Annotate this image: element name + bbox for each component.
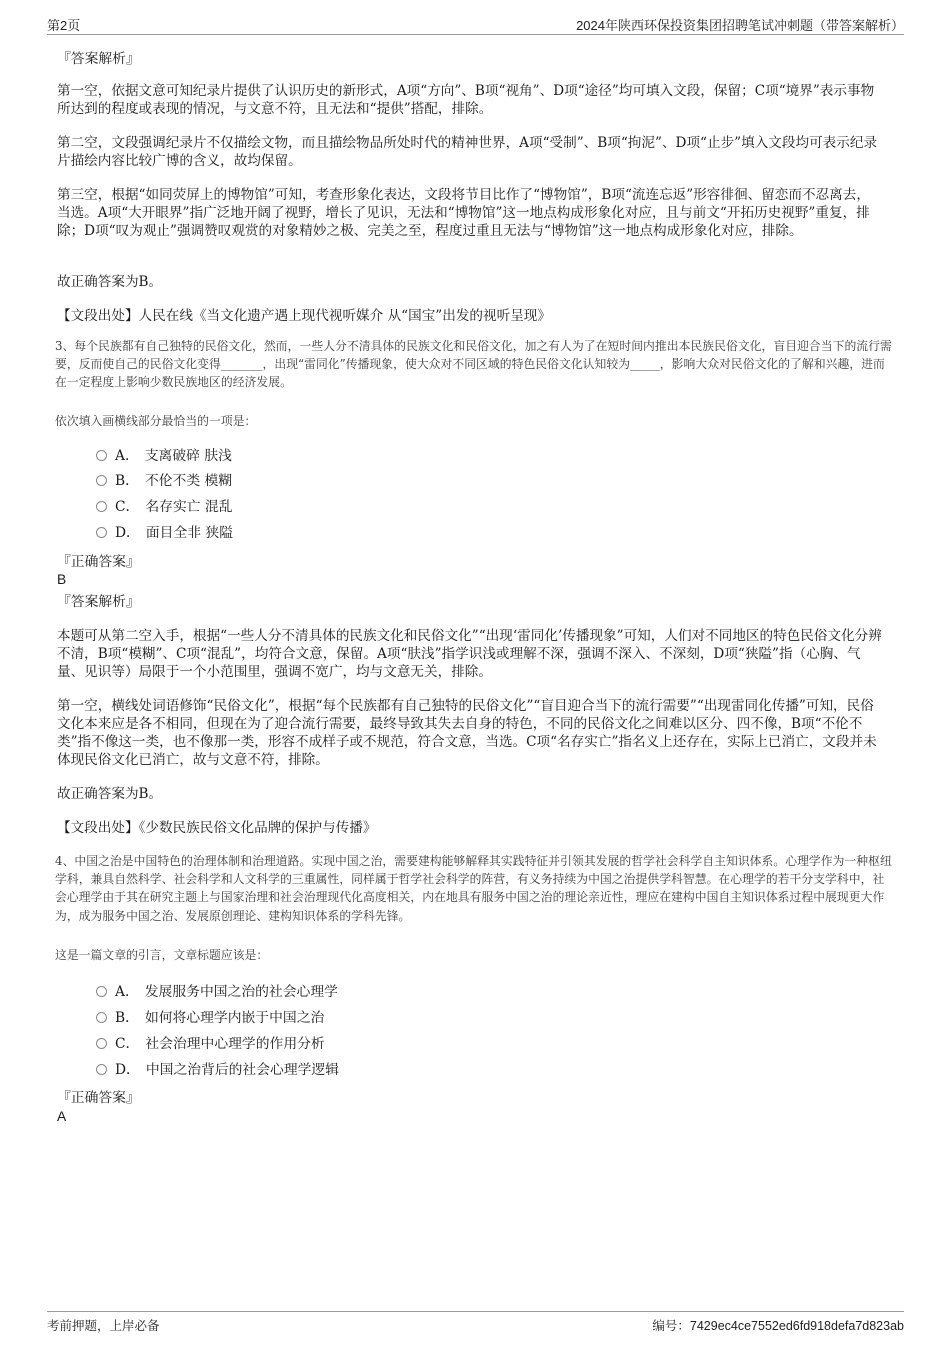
q4-option-c[interactable]: C． 社会治理中心理学的作用分析 [96,1034,325,1054]
q3-option-c[interactable]: C． 名存实亡 混乱 [96,497,233,517]
q2-analysis-label: 『答案解析』 [57,51,140,67]
radio-button[interactable] [96,475,107,486]
q2-analysis-paragraph-1: 第一空，依据文意可知纪录片提供了认识历史的新形式，A项“方向”、B项“视角”、D项“途径”均可填入文段，保留；C项“境界”表示事物所达到的程度或表现的情况，与文意不符，且无法和“提供”搭配，排除。 [57,83,875,117]
radio-button[interactable] [96,1038,107,1049]
q4-option-a[interactable]: A． 发展服务中国之治的社会心理学 [96,982,338,1002]
radio-button[interactable] [96,1012,107,1023]
q3-source: 【文段出处】《少数民族民俗文化品牌的保护与传播》 [57,820,377,836]
document-code: 编号：7429ec4ce7552ed6fd918defa7d823ab [652,1319,904,1333]
q4-option-b[interactable]: B． 如何将心理学内嵌于中国之治 [96,1008,324,1028]
q4-option-d[interactable]: D． 中国之治背后的社会心理学逻辑 [96,1060,339,1080]
q4-answer: A [57,1109,67,1124]
q3-analysis-label: 『答案解析』 [57,594,140,610]
radio-button[interactable] [96,986,107,997]
document-title: 2024年陕西环保投资集团招聘笔试冲刺题（带答案解析） [576,18,904,33]
page-number: 第2页 [47,18,81,33]
q3-option-d[interactable]: D． 面目全非 狭隘 [96,523,233,543]
q2-analysis-paragraph-2: 第二空，文段强调纪录片不仅描绘文物，而且描绘物品所处时代的精神世界，A项“受制”、B项“拘泥”、D项“止步”填入文段均可表示纪录片描绘内容比较广博的含义，故均保留。 [57,135,878,169]
radio-button[interactable] [96,1064,107,1075]
q3-stem: 3、每个民族都有自己独特的民俗文化，然而，一些人分不清具体的民族文化和民俗文化，加之有人为了在短时间内推出本民族民俗文化，盲目迎合当下的流行需要，反而使自己的民俗文化变得_______，出现“雷同化”传播现象，使大众对不同区域的特色民俗文化认知较为_____，影响大众对民俗文化的了解和兴趣，进而在一定程度上影响少数民族地区的经济发展。 [55,339,892,390]
q3-conclusion: 故正确答案为B。 [57,786,163,802]
q3-analysis-paragraph-1: 本题可从第二空入手，根据“一些人分不清具体的民族文化和民俗文化”“出现‘雷同化’传播现象”可知，人们对不同地区的特色民俗文化分辨不清，B项“模糊”、C项“混乱”，均符合文意，保留。A项“肤浅”指学识浅或理解不深，强调不深入、不深刻，D项“狭隘”指（心胸、气量、见识等）局限于一个小范围里，强调不宽广，均与文意无关，排除。 [57,628,882,680]
q2-source: 【文段出处】人民在线《当文化遗产遇上现代视听媒介 从“国宝”出发的视听呈现》 [57,308,551,324]
footer-slogan: 考前押题，上岸必备 [47,1318,160,1333]
q3-option-a[interactable]: A． 支离破碎 肤浅 [96,446,232,466]
page-header [47,12,904,35]
q3-analysis-paragraph-2: 第一空，横线处词语修饰“民俗文化”，根据“每个民族都有自己独特的民俗文化”“盲目迎合当下的流行需要”“出现雷同化传播”可知，民俗文化本来应是各不相同，但现在为了迎合流行需要，最终导致其失去自身的特色，不同的民俗文化之间难以区分、四不像，B项“不伦不类”指不像这一类，也不像那一类，形容不成样子或不规范，符合文意，当选。C项“名存实亡”指名义上还存在，实际上已消亡，文段并未体现民俗文化已消亡，故与文意不符，排除。 [57,698,877,768]
q3-prompt: 依次填入画横线部分最恰当的一项是： [55,414,257,428]
q3-answer: B [57,572,67,587]
q2-conclusion: 故正确答案为B。 [57,274,163,290]
q3-option-b[interactable]: B． 不伦不类 模糊 [96,471,232,491]
q2-analysis-paragraph-3: 第三空，根据“如同荧屏上的博物馆”可知，考查形象化表达，文段将节目比作了“博物馆”，B项“流连忘返”形容徘徊、留恋而不忍离去，当选。A项“大开眼界”指广泛地开阔了视野，增长了见识，无法和“博物馆”这一地点构成形象化对应，且与前文“开拓历史视野”重复，排除；D项“叹为观止”强调赞叹观赏的对象精妙之极、完美之至，程度过重且无法与“博物馆”这一地点构成形象化对应，排除。 [57,187,870,239]
radio-button[interactable] [96,527,107,538]
q4-stem: 4、中国之治是中国特色的治理体制和治理道路。实现中国之治，需要建构能够解释其实践特征并引领其发展的哲学社会科学自主知识体系。心理学作为一种枢纽学科，兼具自然科学、社会科学和人文科学的三重属性，同样属于哲学社会科学的阵营，有义务持续为中国之治提供学科智慧。在心理学的若干分支学科中，社会心理学由于其在研究主题上与国家治理和社会治理现代化高度相关，内在地具有服务中国之治的理论亲近性，理应在建构中国自主知识体系过程中展现更大作为，成为服务中国之治、发展原创理论、建构知识体系的学科先锋。 [55,854,892,923]
q4-prompt: 这是一篇文章的引言，文章标题应该是： [55,948,269,962]
q3-answer-label: 『正确答案』 [57,554,140,570]
radio-button[interactable] [96,450,107,461]
radio-button[interactable] [96,501,107,512]
q4-answer-label: 『正确答案』 [57,1090,140,1106]
page-footer [47,1311,904,1334]
